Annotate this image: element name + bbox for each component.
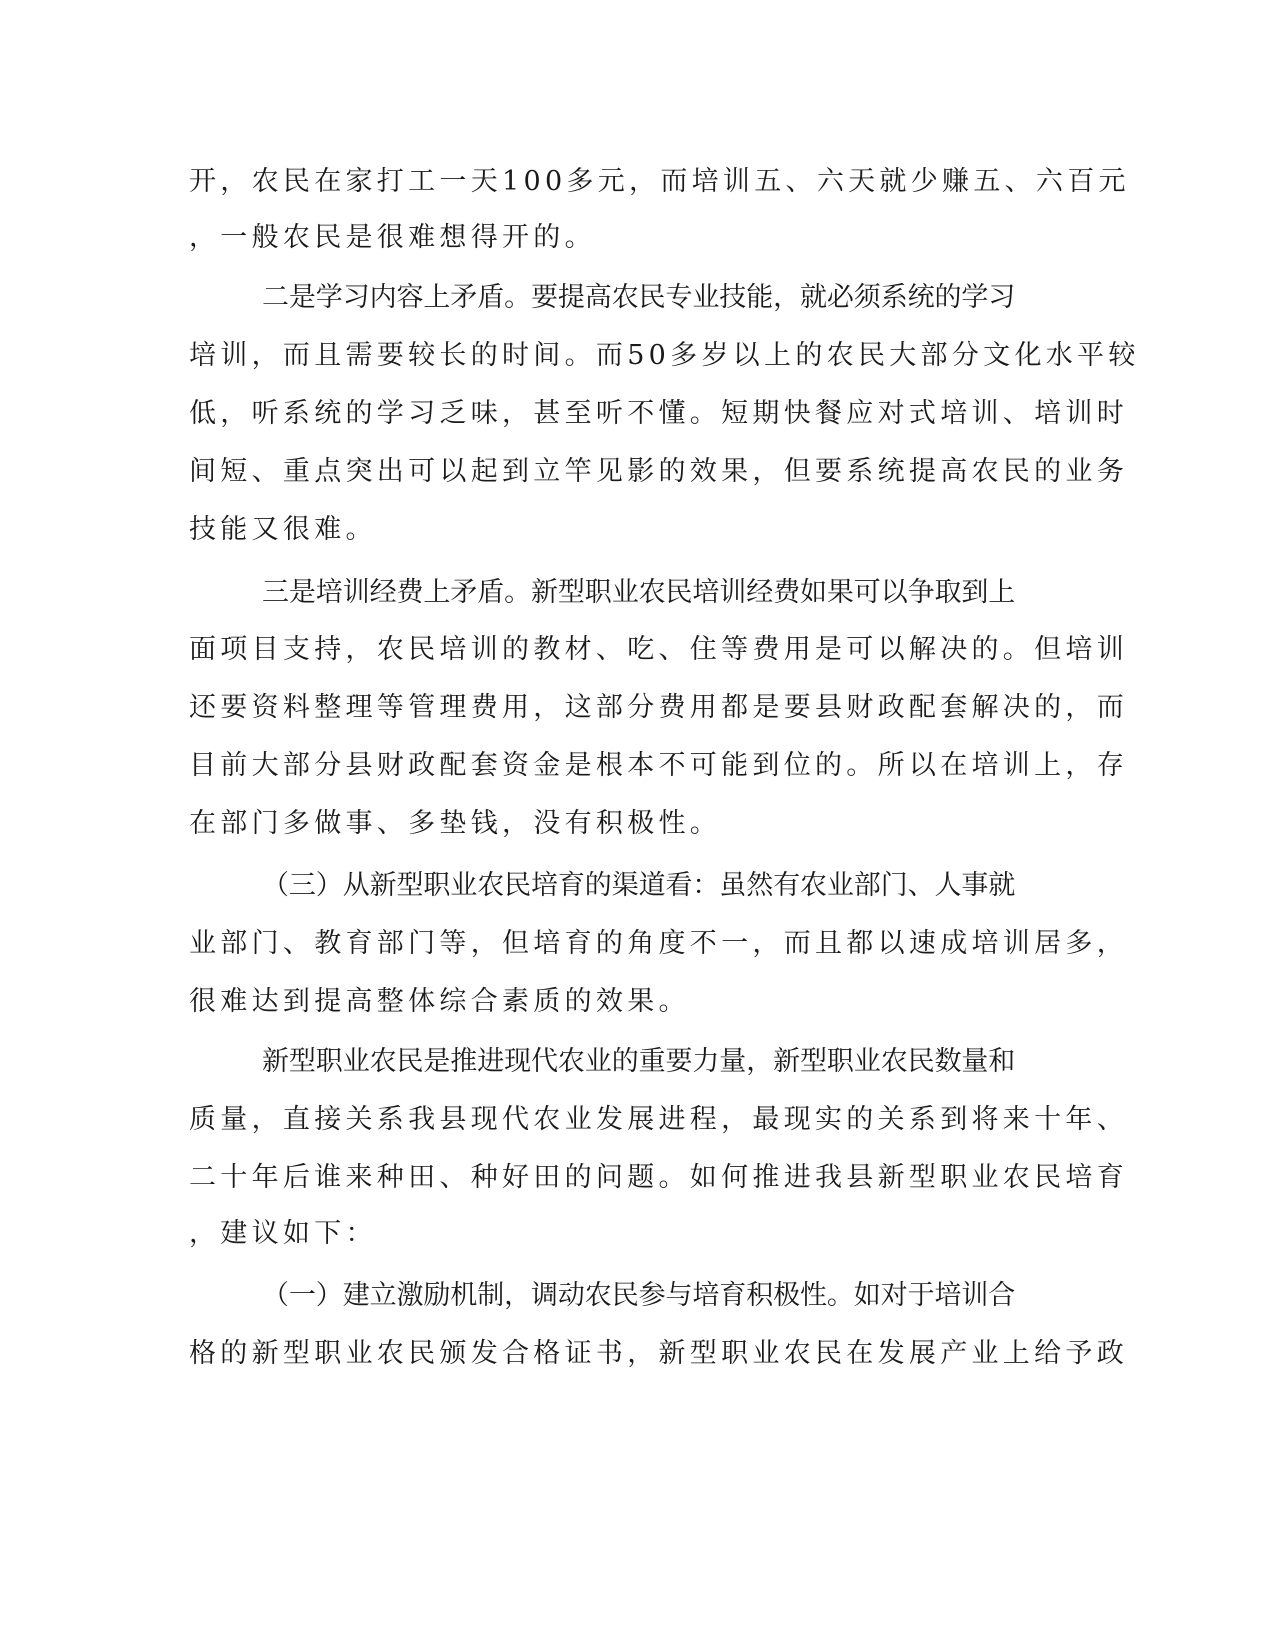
text-line: 培训，而且需要较长的时间。而50多岁以上的农民大部分文化水平较 xyxy=(189,340,1140,371)
text-line: 目前大部分县财政配套资金是根本不可能到位的。所以在培训上，存 xyxy=(189,750,1128,781)
text-line: 质量，直接关系我县现代农业发展进程，最现实的关系到将来十年、 xyxy=(189,1104,1128,1135)
text-line: ，一般农民是很难想得开的。 xyxy=(189,222,596,253)
text-line: 在部门多做事、多垫钱，没有积极性。 xyxy=(189,808,722,839)
text-line: 很难达到提高整体综合素质的效果。 xyxy=(189,986,690,1017)
text-line: 技能又很难。 xyxy=(189,514,377,545)
text-line: 间短、重点突出可以起到立竿见影的效果，但要系统提高农民的业务 xyxy=(189,456,1128,487)
paragraph-start: 二是学习内容上矛盾。要提高农民专业技能，就必须系统的学习 xyxy=(262,282,1016,313)
paragraph-start: 三是培训经费上矛盾。新型职业农民培训经费如果可以争取到上 xyxy=(262,577,1016,608)
text-line: 二十年后谁来种田、种好田的问题。如何推进我县新型职业农民培育 xyxy=(189,1162,1128,1193)
text-line: 业部门、教育部门等，但培育的角度不一，而且都以速成培训居多， xyxy=(189,928,1128,959)
text-line: 面项目支持，农民培训的教材、吃、住等费用是可以解决的。但培训 xyxy=(189,634,1128,665)
text-line: 低，听系统的学习乏味，甚至听不懂。短期快餐应对式培训、培训时 xyxy=(189,398,1128,429)
text-line: ，建议如下： xyxy=(189,1218,377,1249)
paragraph-start: 新型职业农民是推进现代农业的重要力量，新型职业农民数量和 xyxy=(262,1046,1016,1077)
text-line: 开，农民在家打工一天100多元，而培训五、六天就少赚五、六百元 xyxy=(189,166,1130,197)
text-line: 还要资料整理等管理费用，这部分费用都是要县财政配套解决的，而 xyxy=(189,692,1128,723)
text-line: 格的新型职业农民颁发合格证书，新型职业农民在发展产业上给予政 xyxy=(189,1338,1128,1369)
paragraph-start: （三）从新型职业农民培育的渠道看：虽然有农业部门、人事就 xyxy=(262,870,1016,901)
paragraph-start: （一）建立激励机制，调动农民参与培育积极性。如对于培训合 xyxy=(262,1280,1016,1311)
